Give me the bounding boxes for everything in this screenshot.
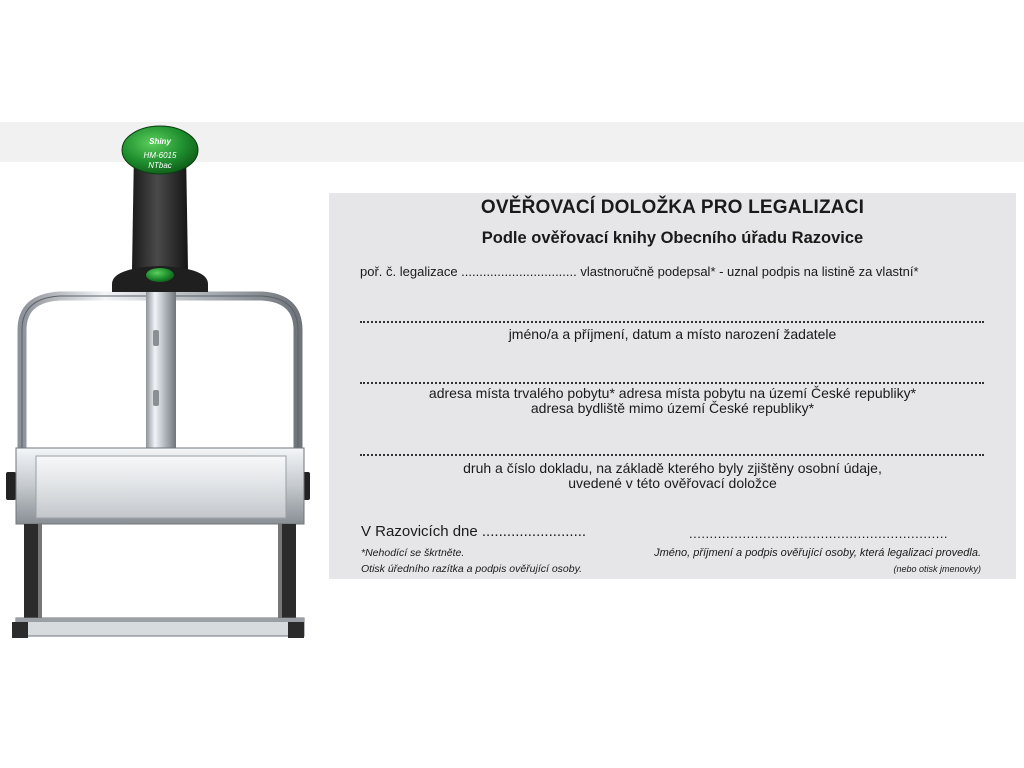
handle-model: HM-6015 [143,151,177,160]
stamp-imprint [329,193,1016,579]
caption-name: jméno/a a příjmení, datum a místo narození žadatele [508,326,837,342]
signature-caption-alt: (nebo otisk jmenovky) [893,564,981,574]
caption-address-1: adresa místa trvalého pobytu* adresa místa pobytu na území České republiky* [428,385,917,401]
note-seal: Otisk úředního razítka a podpis ověřující osoby. [361,563,583,575]
legalization-number-line: poř. č. legalizace ................................ vlastnoručně podepsal* - uznal podpis na listině za vlastní* [360,264,919,279]
signature-dots: ............................................................... [689,526,949,541]
note-strike: *Nehodící se škrtněte. [361,547,465,559]
place-date-line: V Razovicích dne ......................... [361,523,587,540]
dotted-line [360,454,984,456]
imprint-subtitle: Podle ověřovací knihy Obecního úřadu Razovice [481,229,864,247]
handle-brand: Shiny [149,137,171,146]
signature-caption: Jméno, příjmení a podpis ověřující osoby, která legalizaci provedla. [654,547,981,559]
caption-document-1: druh a číslo dokladu, na základě kterého byly zjištěny osobní údaje, [463,460,882,476]
caption-document-2: uvedené v této ověřovací doložce [568,475,777,491]
handle-variant: NTbac [148,161,172,170]
dotted-line [360,321,984,323]
dotted-line [360,382,984,384]
imprint-title: OVĚŘOVACÍ DOLOŽKA PRO LEGALIZACI [480,197,865,218]
self-inking-stamp-device [0,0,330,768]
caption-address-2: adresa bydliště mimo území České republiky* [530,400,815,416]
